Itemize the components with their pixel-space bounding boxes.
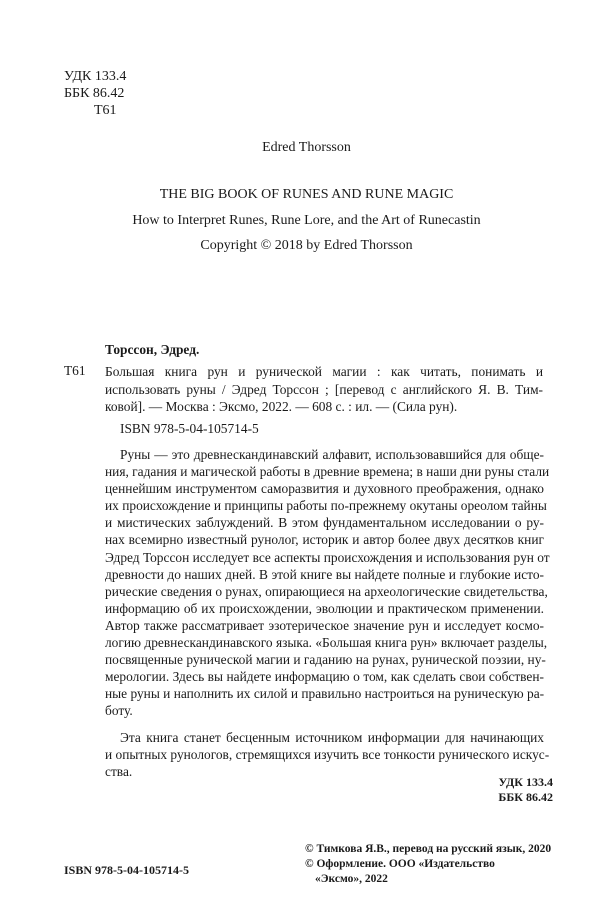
design-copyright-1: © Оформление. ООО «Издательство [305,858,495,870]
annotation-line: и мистических заблуждений. В этом фундаментальном исследовании о ру- [105,515,544,531]
record-code: Т61 [64,363,86,378]
annotation-line: ные руны и наполнить их силой и правильно настроиться на руническую ра- [105,686,545,702]
bottom-classification [430,775,553,805]
udk-code: УДК 133.4 [64,69,127,84]
annotation-line: логию древнескандинавского языка. «Большая книга рун» включает разделы, [105,635,548,651]
annotation-line: боту. [105,703,133,719]
annotation-line: Автор также рассматривает эзотерическое значение рун и исследует космо- [105,617,544,633]
annotation-line: ценнейшим инструментом саморазвития и духовного преображения, однако [105,481,544,497]
annotation-line: Руны — это древнескандинавский алфавит, использовавшийся для обще- [120,447,544,462]
annotation-line: Эдред Торссон исследует все аспекты происхождения и использования рун от [105,549,550,565]
record-author-heading: Торссон, Эдред. [105,342,200,357]
bottom-bbk: ББК 86.42 [498,790,553,804]
footer-isbn: ISBN 978-5-04-105714-5 [64,863,189,877]
translation-copyright: © Тимкова Я.В., перевод на русский язык, 2020 [305,843,552,855]
annotation-line: ства. [105,763,133,779]
original-copyright: Copyright © 2018 by Edred Thorsson [200,238,413,253]
annotation-line: рические сведения о рунах, опирающиеся на археологические свидетельства, [105,583,548,599]
design-copyright-2: «Эксмо», 2022 [315,873,388,885]
record-isbn: ISBN 978-5-04-105714-5 [120,421,259,436]
annotation-line: Эта книга станет бесценным источником информации для начинающих [120,729,544,745]
annotation-line: нах всемирно известный рунолог, историк и автор более двух десятков книг [105,532,544,548]
record-line: ковой]. — Москва : Эксмо, 2022. — 608 с. : ил. — (Сила рун). [105,399,458,414]
record-description [105,363,543,416]
original-author: Edred Thorsson [262,140,351,155]
annotation-line: мерологии. Здесь вы найдете информацию о том, как сделать свои собствен- [105,669,544,685]
annotation-line: посвященные рунической магии и гаданию на рунах, рунической поэзии, ну- [105,652,546,668]
record-line: использовать руны / Эдред Торссон ; [перевод с английского Я. В. Тим- [105,381,543,397]
bbk-code: ББК 86.42 [64,86,125,101]
annotation-line: информацию об их происхождении, эволюции и практическом применении. [105,600,544,616]
header-classification [64,68,126,119]
bottom-udk: УДК 133.4 [498,775,553,789]
author-code: Т61 [94,103,117,118]
annotation-line: древности до наших дней. В этой книге вы найдете полные и глубокие исто- [105,566,544,582]
original-subtitle: How to Interpret Runes, Rune Lore, and the Art of Runecastin [132,213,481,228]
original-title: THE BIG BOOK OF RUNES AND RUNE MAGIC [159,187,454,202]
annotation-line: и опытных рунологов, стремящихся изучить все тонкости рунического искус- [105,746,550,762]
annotation-line: ния, гадания и магической работы в древние времена; в наши дни руны стали [105,464,550,480]
annotation [105,446,550,780]
annotation-line: их происхождение и принципы работы по-прежнему окутаны ореолом тайны [105,498,547,514]
record-line: Большая книга рун и рунической магии : как читать, понимать и [105,364,543,379]
copyright-block [305,842,551,887]
